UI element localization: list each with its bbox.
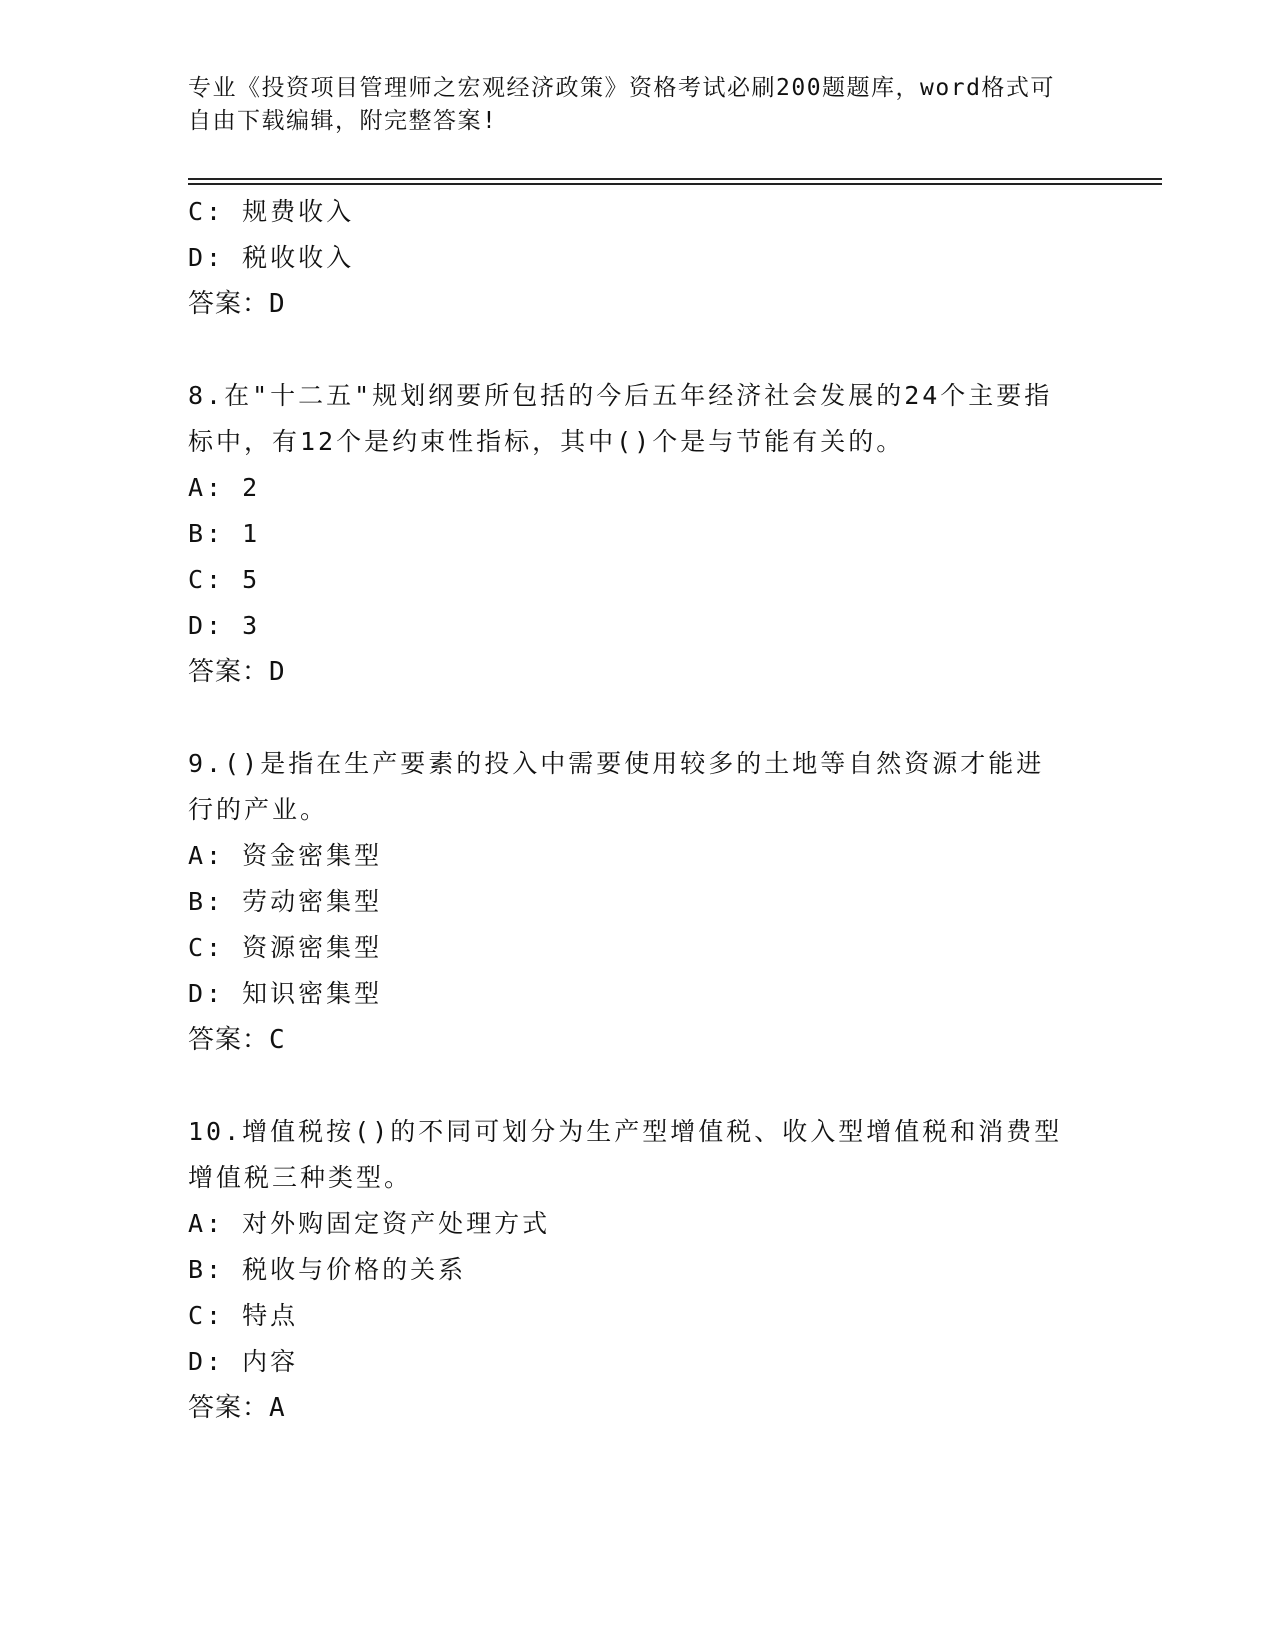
answer-line: 答案：A [188,1393,286,1423]
previous-question-tail [188,189,1088,327]
document-body [188,189,1088,1431]
spacer [188,327,1088,373]
answer-line: 答案：C [188,1025,286,1055]
question-stem-line: 行的产业。 [188,795,329,824]
spacer [188,1063,1088,1109]
document-header [188,72,1088,138]
option-d: D: 内容 [188,1347,299,1376]
option-d: D: 3 [188,611,261,640]
question-10 [188,1109,1088,1431]
option-d: D: 知识密集型 [188,979,383,1008]
header-line-1: 专业《投资项目管理师之宏观经济政策》资格考试必刷200题题库，word格式可 [188,75,1055,101]
option-a: A: 对外购固定资产处理方式 [188,1209,551,1238]
question-stem-line: 9.()是指在生产要素的投入中需要使用较多的土地等自然资源才能进 [188,749,1045,778]
option-c: C: 5 [188,565,261,594]
option-a: A: 资金密集型 [188,841,383,870]
option-d: D: 税收收入 [188,243,355,272]
answer-line: 答案：D [188,289,286,319]
header-line-2: 自由下载编辑，附完整答案! [188,108,498,134]
header-rule-top [188,178,1162,180]
option-c: C: 特点 [188,1301,299,1330]
option-b: B: 劳动密集型 [188,887,383,916]
option-b: B: 税收与价格的关系 [188,1255,467,1284]
option-a: A: 2 [188,473,261,502]
question-9 [188,741,1088,1063]
spacer [188,695,1088,741]
question-stem-line: 增值税三种类型。 [188,1163,413,1192]
option-c: C: 规费收入 [188,197,355,226]
option-c: C: 资源密集型 [188,933,383,962]
question-stem-line: 10.增值税按()的不同可划分为生产型增值税、收入型增值税和消费型 [188,1117,1063,1146]
header-rule-bottom [188,183,1162,185]
question-stem-line: 8.在"十二五"规划纲要所包括的今后五年经济社会发展的24个主要指 [188,381,1053,410]
question-8 [188,373,1088,695]
question-stem-line: 标中，有12个是约束性指标，其中()个是与节能有关的。 [188,427,905,456]
answer-line: 答案：D [188,657,286,687]
option-b: B: 1 [188,519,261,548]
